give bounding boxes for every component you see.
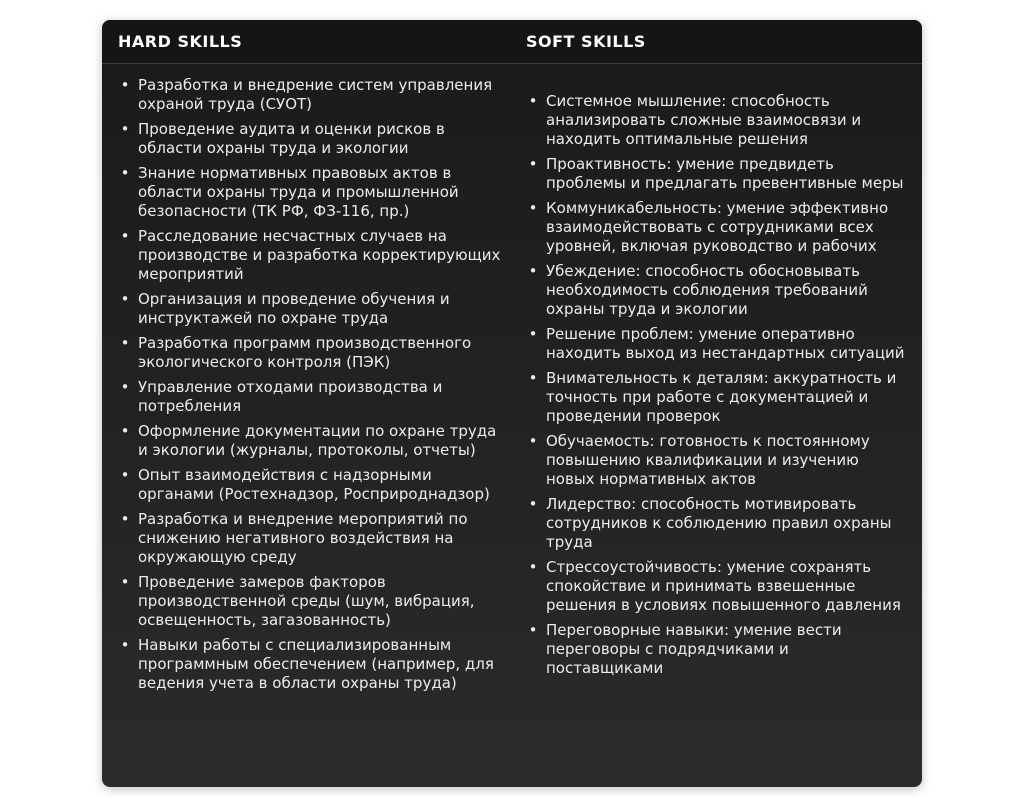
soft-skill-item [526, 325, 910, 363]
soft-skill-item [526, 558, 910, 615]
hard-skill-item [118, 227, 502, 284]
hard-skill-item-text: Расследование несчастных случаев на производстве и разработка корректирующих мероприятий [138, 227, 501, 283]
soft-skill-item [526, 495, 910, 552]
hard-skills-list [118, 76, 502, 699]
hard-skill-item-text: Управление отходами производства и потребления [138, 378, 443, 415]
soft-skill-item [526, 369, 910, 426]
soft-skill-item-text: Стрессоустойчивость: умение сохранять спокойствие и принимать взвешенные решения в условиях повышенного давления [546, 558, 901, 614]
hard-skill-item [118, 120, 502, 158]
hard-skill-item [118, 466, 502, 504]
hard-skill-item-text: Проведение аудита и оценки рисков в области охраны труда и экологии [138, 120, 445, 157]
hard-skill-item [118, 76, 502, 114]
bullet-icon: • [528, 432, 538, 450]
bullet-icon: • [528, 558, 538, 576]
bullet-icon: • [120, 76, 130, 94]
bullet-icon: • [120, 636, 130, 654]
bullet-icon: • [528, 495, 538, 513]
bullet-icon: • [528, 199, 538, 217]
soft-skills-header: SOFT SKILLS [526, 32, 646, 51]
soft-skill-item-text: Внимательность к деталям: аккуратность и точность при работе с документацией и проведении проверок [546, 369, 897, 425]
hard-skill-item [118, 636, 502, 693]
hard-skill-item [118, 378, 502, 416]
soft-skill-item-text: Переговорные навыки: умение вести переговоры с подрядчиками и поставщиками [546, 621, 842, 677]
soft-skill-item [526, 432, 910, 489]
bullet-icon: • [120, 466, 130, 484]
hard-skill-item [118, 290, 502, 328]
bullet-icon: • [120, 573, 130, 591]
hard-skill-item-text: Разработка программ производственного экологического контроля (ПЭК) [138, 334, 472, 371]
hard-skill-item-text: Организация и проведение обучения и инструктажей по охране труда [138, 290, 450, 327]
bullet-icon: • [528, 621, 538, 639]
hard-skill-item-text: Оформление документации по охране труда и экологии (журналы, протоколы, отчеты) [138, 422, 497, 459]
hard-skill-item-text: Опыт взаимодействия с надзорными органами (Ростехнадзор, Росприроднадзор) [138, 466, 490, 503]
bullet-icon: • [120, 422, 130, 440]
soft-skill-item-text: Обучаемость: готовность к постоянному повышению квалификации и изучению новых нормативных актов [546, 432, 870, 488]
bullet-icon: • [120, 227, 130, 245]
hard-skills-header: HARD SKILLS [118, 32, 243, 51]
soft-skill-item-text: Коммуникабельность: умение эффективно взаимодействовать с сотрудниками всех уровней, включая руководство и рабочих [546, 199, 889, 255]
soft-skills-list [526, 92, 910, 684]
bullet-icon: • [120, 378, 130, 396]
bullet-icon: • [120, 120, 130, 138]
soft-skill-item [526, 199, 910, 256]
hard-skill-item-text: Навыки работы с специализированным программным обеспечением (например, для ведения учета в области охраны труда) [138, 636, 494, 692]
bullet-icon: • [528, 369, 538, 387]
bullet-icon: • [528, 262, 538, 280]
hard-skill-item-text: Разработка и внедрение систем управления охраной труда (СУОТ) [138, 76, 493, 113]
table-header-row [102, 20, 922, 64]
hard-skill-item-text: Проведение замеров факторов производственной среды (шум, вибрация, освещенность, загазованность) [138, 573, 475, 629]
bullet-icon: • [120, 164, 130, 182]
soft-skill-item-text: Лидерство: способность мотивировать сотрудников к соблюдению правил охраны труда [546, 495, 892, 551]
hard-skill-item [118, 164, 502, 221]
soft-skill-item-text: Системное мышление: способность анализировать сложные взаимосвязи и находить оптимальные решения [546, 92, 862, 148]
hard-skill-item [118, 422, 502, 460]
hard-skill-item-text: Знание нормативных правовых актов в области охраны труда и промышленной безопасности (ТК РФ, ФЗ-116, пр.) [138, 164, 459, 220]
hard-skill-item [118, 334, 502, 372]
bullet-icon: • [528, 155, 538, 173]
bullet-icon: • [528, 92, 538, 110]
bullet-icon: • [120, 510, 130, 528]
bullet-icon: • [120, 334, 130, 352]
bullet-icon: • [120, 290, 130, 308]
soft-skill-item [526, 621, 910, 678]
soft-skill-item [526, 92, 910, 149]
hard-skill-item [118, 510, 502, 567]
hard-skill-item [118, 573, 502, 630]
hard-skill-item-text: Разработка и внедрение мероприятий по снижению негативного воздействия на окружающую среду [138, 510, 468, 566]
soft-skill-item-text: Решение проблем: умение оперативно находить выход из нестандартных ситуаций [546, 325, 905, 362]
skills-table-card [102, 20, 922, 787]
soft-skill-item [526, 155, 910, 193]
soft-skill-item [526, 262, 910, 319]
soft-skill-item-text: Убеждение: способность обосновывать необходимость соблюдения требований охраны труда и экологии [546, 262, 868, 318]
bullet-icon: • [528, 325, 538, 343]
soft-skill-item-text: Проактивность: умение предвидеть проблемы и предлагать превентивные меры [546, 155, 904, 192]
